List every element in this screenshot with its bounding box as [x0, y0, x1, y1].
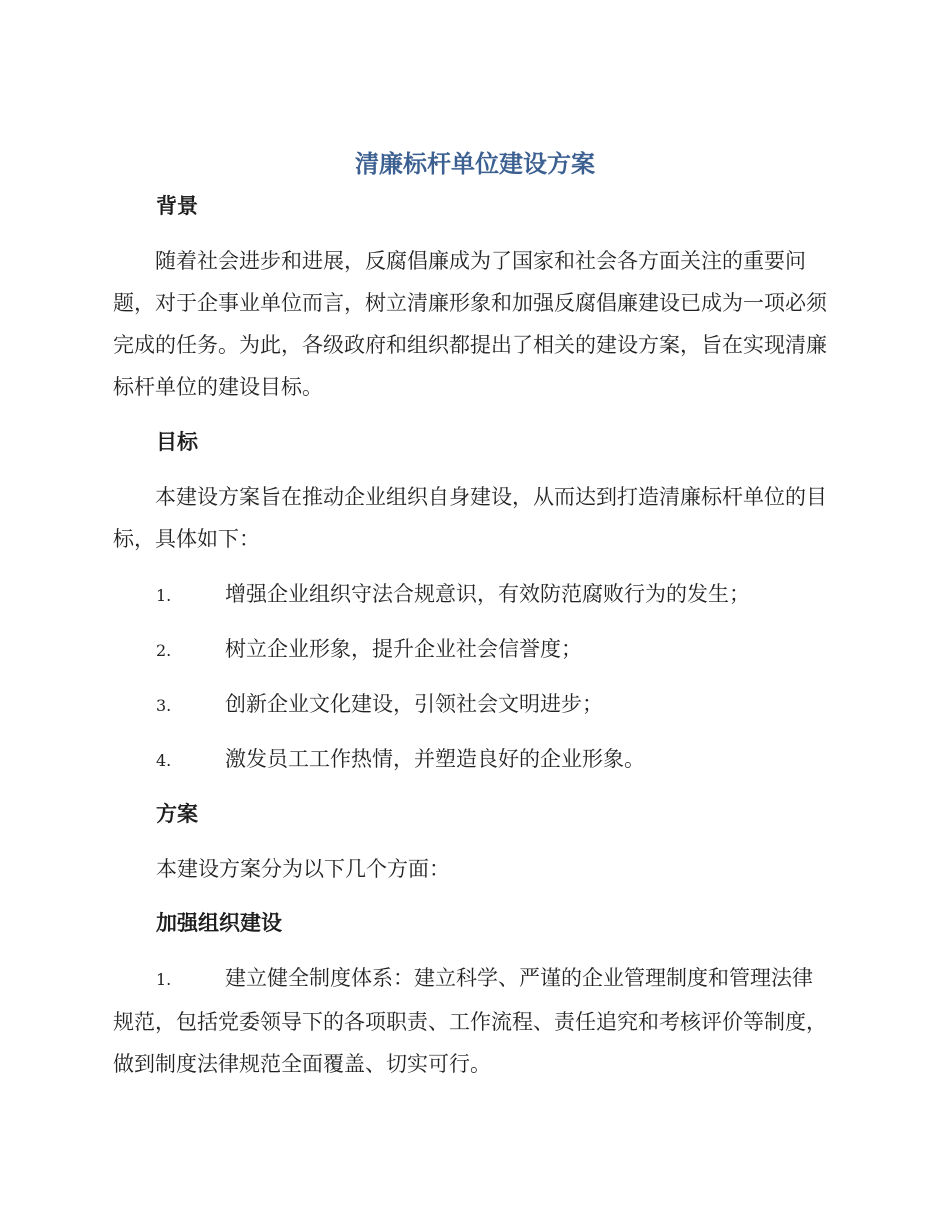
paragraph-goals: 本建设方案旨在推动企业组织自身建设，从而达到打造清廉标杆单位的目标，具体如下：: [113, 485, 827, 551]
goal-item-number: 1.: [156, 586, 172, 605]
goal-item-text: 树立企业形象，提升企业社会信誉度；: [225, 637, 582, 661]
heading-background: 背景: [156, 194, 198, 218]
goal-item-text: 创新企业文化建设，引领社会文明进步；: [225, 692, 603, 716]
goal-item-text: 激发员工工作热情，并塑造良好的企业形象。: [225, 747, 645, 771]
heading-plan: 方案: [156, 802, 198, 826]
heading-organization: 加强组织建设: [156, 911, 282, 935]
goal-item-2: [156, 633, 831, 667]
goal-item-text: 增强企业组织守法合规意识，有效防范腐败行为的发生；: [225, 582, 750, 606]
paragraph-plan: 本建设方案分为以下几个方面：: [156, 857, 450, 881]
heading-goals: 目标: [156, 430, 198, 454]
goal-item-number: 2.: [156, 641, 172, 660]
document-title: 清廉标杆单位建设方案: [355, 150, 595, 178]
goal-item-4: [156, 743, 831, 777]
goal-item-number: 3.: [156, 696, 172, 715]
goal-item-3: [156, 688, 831, 722]
paragraph-background: 随着社会进步和进展，反腐倡廉成为了国家和社会各方面关注的重要问题，对于企事业单位而言，树立清廉形象和加强反腐倡廉建设已成为一项必须完成的任务。为此，各级政府和组织都提出了相关的建设方案，旨在实现清廉标杆单位的建设目标。: [113, 249, 827, 399]
organization-item-text: 建立健全制度体系：建立科学、严谨的企业管理制度和管理法律规范，包括党委领导下的各项职责、工作流程、责任追究和考核评价等制度，做到制度法律规范全面覆盖、切实可行。: [113, 966, 827, 1076]
organization-item-1: [113, 957, 831, 1085]
goal-item-1: [156, 578, 831, 612]
organization-item-number: 1.: [156, 970, 172, 989]
goal-item-number: 4.: [156, 751, 172, 770]
